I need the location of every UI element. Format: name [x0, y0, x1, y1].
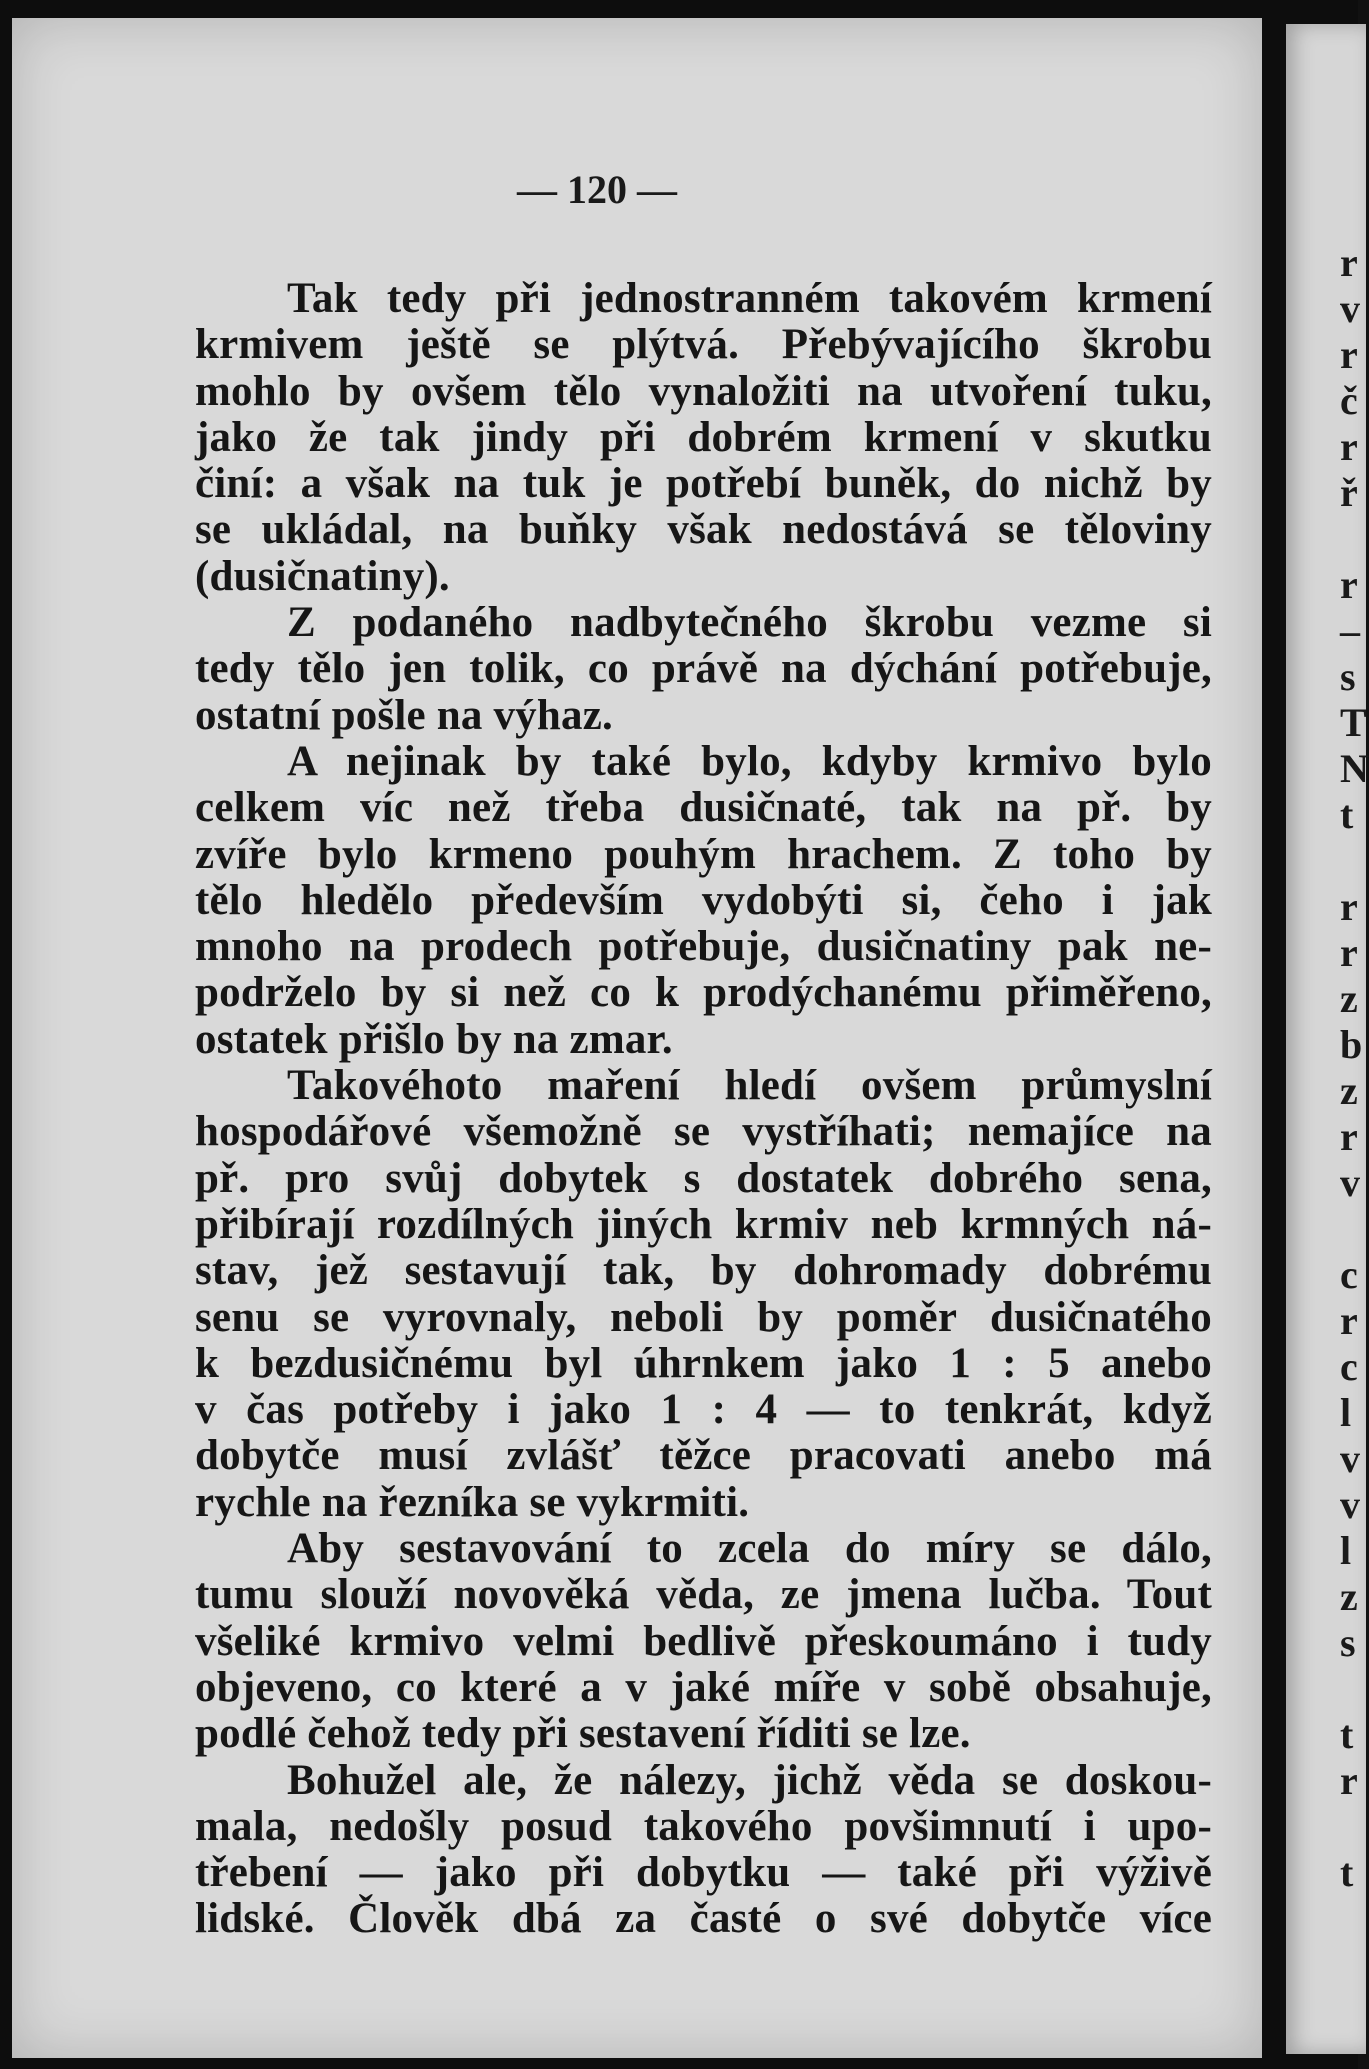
text-line: Takovéhoto maření hledí ovšem průmyslní — [287, 1062, 1212, 1110]
right-page-fragment: l — [1340, 1390, 1352, 1435]
text-line: krmivem ještě se plýtvá. Přebývajícího škrobu — [195, 321, 1212, 369]
text-line: stav, jež sestavují tak, by dohromady dobrému — [195, 1247, 1212, 1295]
right-page-fragment: t — [1340, 1850, 1354, 1895]
text-line: k bezdusičnému byl úhrnkem jako 1 : 5 anebo — [195, 1339, 1212, 1387]
right-page-fragment: v — [1340, 1436, 1360, 1481]
right-page-fragment: N — [1340, 746, 1369, 791]
right-page-fragment: r — [1340, 332, 1358, 377]
page-number: — 120 — — [517, 167, 677, 212]
right-page-fragment: t — [1340, 1712, 1354, 1757]
right-page-fragment — [1340, 516, 1369, 562]
text-line: A nejinak by také bylo, kdyby krmivo bylo — [287, 737, 1212, 785]
right-page-fragment: v — [1340, 1482, 1360, 1527]
text-line: mnoho na prodech potřebuje, dusičnatiny pak ne- — [195, 923, 1212, 971]
right-page-fragment: r — [1340, 1758, 1358, 1803]
right-page-fragment: r — [1340, 424, 1358, 469]
right-page-fragment: z — [1340, 976, 1358, 1021]
text-line: přibírají rozdílných jiných krmiv neb krmných ná- — [195, 1200, 1212, 1248]
text-line: v čas potřeby i jako 1 : 4 — to tenkrát, když — [195, 1386, 1212, 1434]
text-line: celkem víc než třeba dusičnaté, tak na př. by — [195, 784, 1212, 832]
right-page-fragment: l — [1340, 1528, 1352, 1573]
right-page-fragment: c — [1340, 1344, 1358, 1389]
right-page-fragment: r — [1340, 1114, 1358, 1159]
text-line: Tak tedy při jednostranném takovém krmení — [287, 275, 1212, 322]
text-line: Aby sestavování to zcela do míry se dálo, — [287, 1525, 1212, 1573]
text-line: objeveno, co které a v jaké míře v sobě obsahuje, — [195, 1663, 1212, 1711]
right-page-fragment: – — [1340, 608, 1360, 653]
text-line: tedy tělo jen tolik, co právě na dýchání potřebuje, — [195, 645, 1212, 693]
right-page-fragment: v — [1340, 286, 1360, 331]
text-line: (dusičnatiny). — [195, 552, 450, 600]
right-page-fragment: r — [1340, 562, 1358, 607]
text-line: jako že tak jindy při dobrém krmení v skutku — [195, 413, 1212, 461]
right-page-fragment: z — [1340, 1068, 1358, 1113]
right-page-fragment — [1340, 838, 1369, 884]
right-page-fragment — [1340, 1206, 1369, 1252]
right-page-fragment: r — [1340, 1298, 1358, 1343]
right-page-fragment: r — [1340, 884, 1358, 929]
text-line: př. pro svůj dobytek s dostatek dobrého sena, — [195, 1154, 1212, 1202]
body-text — [195, 276, 1212, 1943]
text-line: zvíře bylo krmeno pouhým hrachem. Z toho by — [195, 830, 1212, 878]
right-page-fragment: r — [1340, 930, 1358, 975]
text-line: se ukládal, na buňky však nedostává se těloviny — [195, 506, 1212, 554]
text-line: třebení — jako při dobytku — také při výživě — [195, 1849, 1212, 1897]
text-line: mohlo by ovšem tělo vynaložiti na utvoření tuku, — [195, 367, 1212, 415]
text-line: tumu slouží novověká věda, ze jmena lučba. Tout — [195, 1571, 1212, 1619]
right-page-fragment: c — [1340, 1252, 1358, 1297]
text-line: Z podaného nadbytečného škrobu vezme si — [287, 599, 1212, 647]
right-page-fragment: ř — [1340, 470, 1358, 515]
text-line: činí: a však na tuk je potřebí buněk, do nichž by — [195, 460, 1212, 508]
right-page-fragment: r — [1340, 240, 1358, 285]
text-line: rychle na řezníka se vykrmiti. — [195, 1478, 750, 1526]
right-page-fragment: s — [1340, 654, 1356, 699]
text-line: ostatní pošle na výhaz. — [195, 691, 613, 739]
text-line: podlé čehož tedy při sestavení říditi se lze. — [195, 1710, 971, 1758]
right-page-fragment: t — [1340, 792, 1354, 837]
right-page-fragment: z — [1340, 1574, 1358, 1619]
text-line: všeliké krmivo velmi bedlivě přeskoumáno i tudy — [195, 1617, 1212, 1665]
right-page-fragment: s — [1340, 1620, 1356, 1665]
right-page-fragment: č — [1340, 378, 1358, 423]
text-line: mala, nedošly posud takového povšimnutí i upo- — [195, 1802, 1212, 1850]
right-page-fragment — [1340, 1666, 1369, 1712]
right-page-fragment: b — [1340, 1022, 1363, 1067]
text-line: tělo hledělo především vydobýti si, čeho i jak — [195, 876, 1212, 924]
text-line: senu se vyrovnaly, neboli by poměr dusičnatého — [195, 1293, 1212, 1341]
left-page — [12, 18, 1262, 2058]
text-line: podrželo by si než co k prodýchanému přiměřeno, — [195, 969, 1212, 1017]
right-page-fragment: v — [1340, 1160, 1360, 1205]
text-line: dobytče musí zvlášť těžce pracovati anebo má — [195, 1432, 1212, 1480]
text-line: ostatek přišlo by na zmar. — [195, 1015, 673, 1063]
right-page-fragment: T — [1340, 700, 1367, 745]
right-page-fragments — [1340, 240, 1369, 1896]
text-line: Bohužel ale, že nálezy, jichž věda se doskou- — [287, 1756, 1212, 1804]
right-page-fragment — [1340, 1804, 1369, 1850]
text-line: lidské. Člověk dbá za časté o své dobytče více — [195, 1895, 1212, 1943]
text-line: hospodářové všemožně se vystříhati; nemajíce na — [195, 1108, 1212, 1156]
